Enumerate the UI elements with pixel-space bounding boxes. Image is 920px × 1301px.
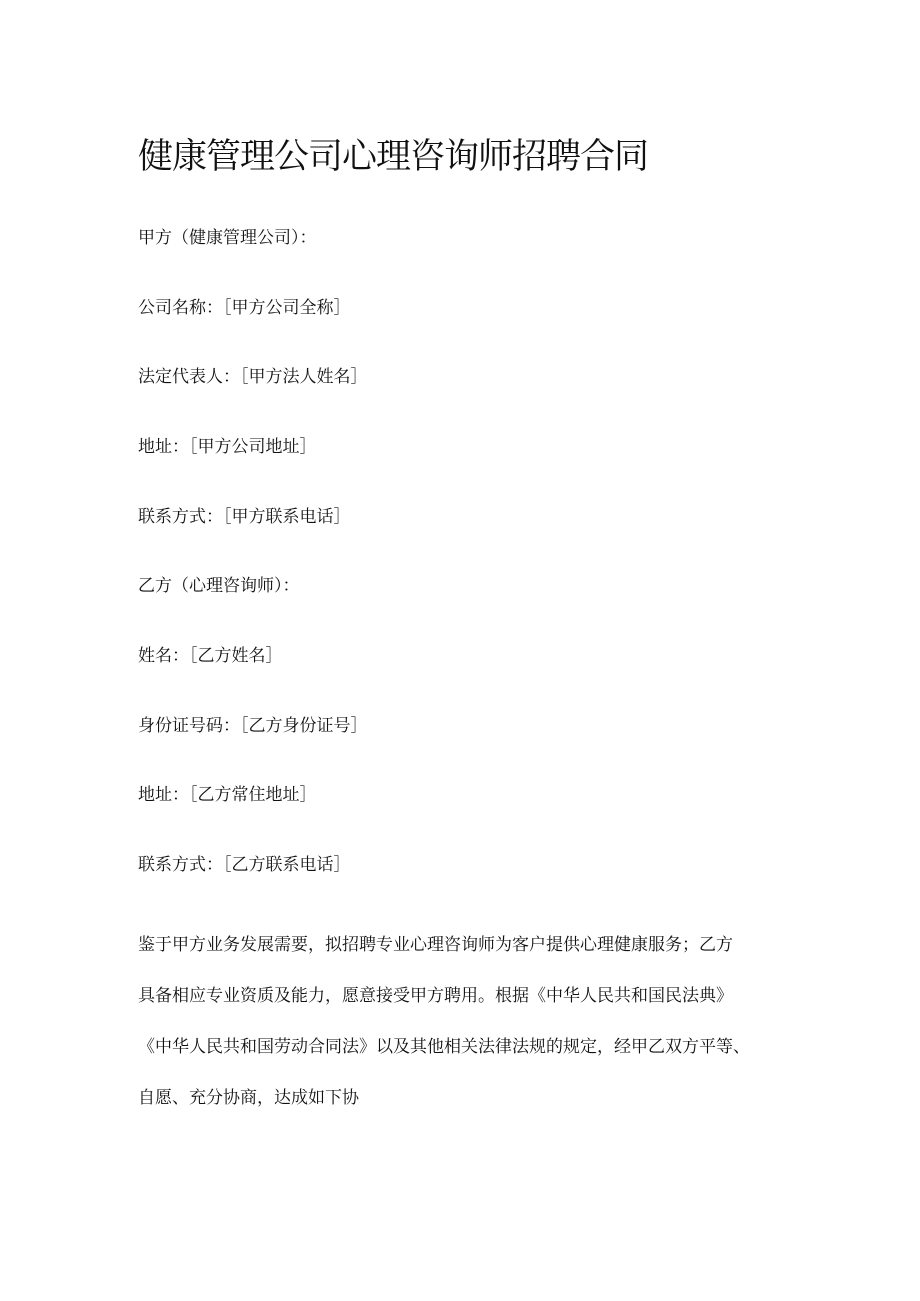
party-a-contact: 联系方式：［甲方联系电话］ xyxy=(138,507,351,527)
party-b-address: 地址：［乙方常住地址］ xyxy=(138,785,317,805)
document-title: 健康管理公司心理咨询师招聘合同 xyxy=(138,137,649,177)
preamble-paragraph xyxy=(138,920,788,1124)
preamble-line: 自愿、充分协商，达成如下协 xyxy=(138,1088,359,1108)
party-b-heading: 乙方（心理咨询师）： xyxy=(138,576,300,596)
party-a-heading: 甲方（健康管理公司）： xyxy=(138,228,317,248)
preamble-line: 《中华人民共和国劳动合同法》以及其他相关法律法规的规定，经甲乙双方平等、 xyxy=(138,1037,750,1057)
party-b-name: 姓名：［乙方姓名］ xyxy=(138,646,283,666)
party-a-legal-rep: 法定代表人：［甲方法人姓名］ xyxy=(138,367,368,387)
party-b-contact: 联系方式：［乙方联系电话］ xyxy=(138,855,351,875)
party-a-company-name: 公司名称：［甲方公司全称］ xyxy=(138,298,351,318)
party-a-address: 地址：［甲方公司地址］ xyxy=(138,437,317,457)
preamble-line: 具备相应专业资质及能力，愿意接受甲方聘用。根据《中华人民共和国民法典》 xyxy=(138,986,733,1006)
preamble-line: 鉴于甲方业务发展需要，拟招聘专业心理咨询师为客户提供心理健康服务；乙方 xyxy=(138,935,733,955)
party-b-id-number: 身份证号码：［乙方身份证号］ xyxy=(138,716,368,736)
